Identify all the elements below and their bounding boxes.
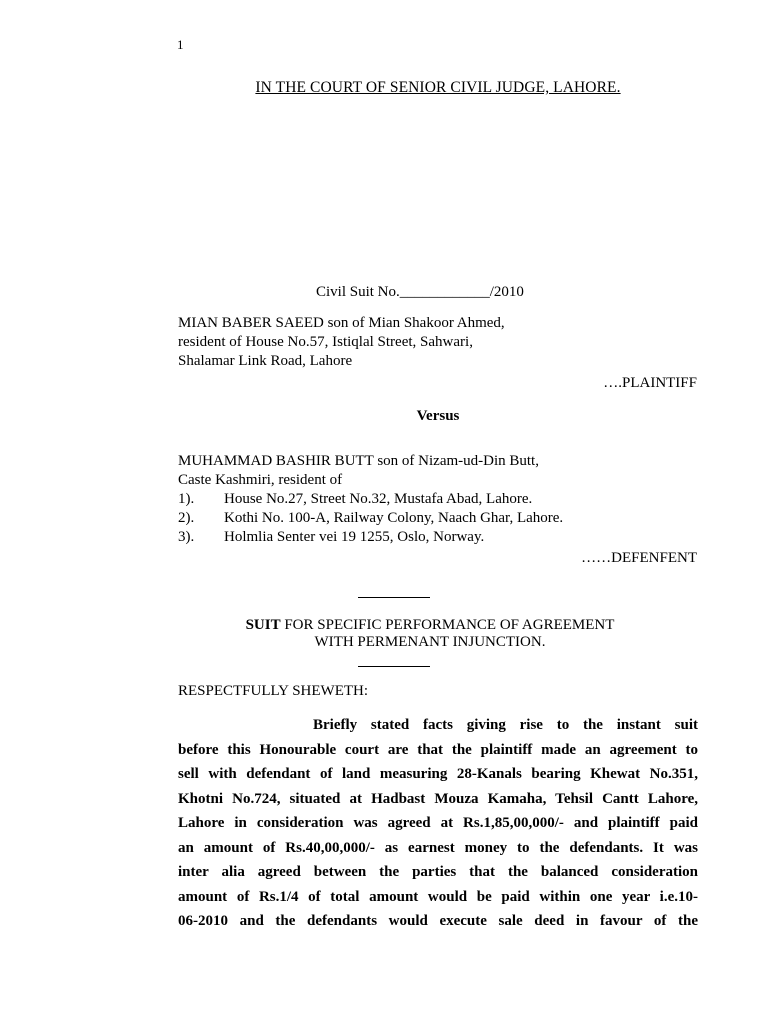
suit-title-line-2: WITH PERMENANT INJUNCTION. — [314, 634, 546, 650]
defendant-address — [178, 528, 563, 547]
body-line: Briefly stated facts giving rise to the instant suit — [313, 717, 698, 733]
plaintiff-line: Shalamar Link Road, Lahore — [178, 353, 353, 369]
civil-suit-number: Civil Suit No.____________/2010 — [316, 284, 524, 300]
body-paragraph — [178, 713, 698, 934]
address-number: 3). — [178, 529, 195, 545]
address-text: House No.27, Street No.32, Mustafa Abad, Lahore. — [224, 491, 533, 507]
plaintiff-details — [178, 314, 505, 371]
page-number: 1 — [177, 37, 184, 52]
plaintiff-line: resident of House No.57, Istiqlal Street, Sahwari, — [178, 334, 473, 350]
defendant-address — [178, 509, 563, 528]
suit-title-rest: FOR SPECIFIC PERFORMANCE OF AGREEMENT — [280, 617, 615, 633]
suit-title-lead: SUIT — [245, 617, 281, 633]
defendant-line: Caste Kashmiri, resident of — [178, 472, 343, 488]
plaintiff-line: MIAN BABER SAEED son of Mian Shakoor Ahmed, — [178, 315, 505, 331]
address-number: 2). — [178, 510, 195, 526]
defendant-address — [178, 490, 563, 509]
body-line: inter alia agreed between the parties that the balanced consideration — [178, 864, 698, 880]
body-line: sell with defendant of land measuring 28-Kanals bearing Khewat No.351, — [178, 766, 698, 782]
suit-title — [0, 617, 768, 651]
body-line: Khotni No.724, situated at Hadbast Mouza Kamaha, Tehsil Cantt Lahore, — [178, 790, 698, 807]
versus-heading: Versus — [416, 408, 460, 424]
defendant-details — [178, 452, 563, 547]
address-number: 1). — [178, 491, 195, 507]
plaintiff-label: ….PLAINTIFF — [603, 375, 697, 391]
defendant-line: MUHAMMAD BASHIR BUTT son of Nizam-ud-Din Butt, — [178, 453, 539, 469]
body-line: an amount of Rs.40,00,000/- as earnest money to the defendants. It was — [178, 839, 698, 856]
body-line: Lahore in consideration was agreed at Rs.1,85,00,000/- and plaintiff paid — [178, 815, 698, 831]
suit-title-line-1 — [0, 617, 768, 634]
court-heading: IN THE COURT OF SENIOR CIVIL JUDGE, LAHORE. — [255, 79, 621, 96]
divider-line — [358, 666, 430, 667]
defendant-label: ……DEFENFENT — [581, 550, 697, 566]
body-line: 06-2010 and the defendants would execute sale deed in favour of the — [178, 913, 698, 929]
address-text: Kothi No. 100-A, Railway Colony, Naach Ghar, Lahore. — [224, 510, 564, 526]
salutation: RESPECTFULLY SHEWETH: — [178, 683, 369, 699]
address-text: Holmlia Senter vei 19 1255, Oslo, Norway. — [224, 529, 485, 545]
body-line: amount of Rs.1/4 of total amount would be paid within one year i.e.10- — [178, 888, 698, 905]
divider-line — [358, 597, 430, 598]
body-line: before this Honourable court are that the plaintiff made an agreement to — [178, 741, 698, 758]
